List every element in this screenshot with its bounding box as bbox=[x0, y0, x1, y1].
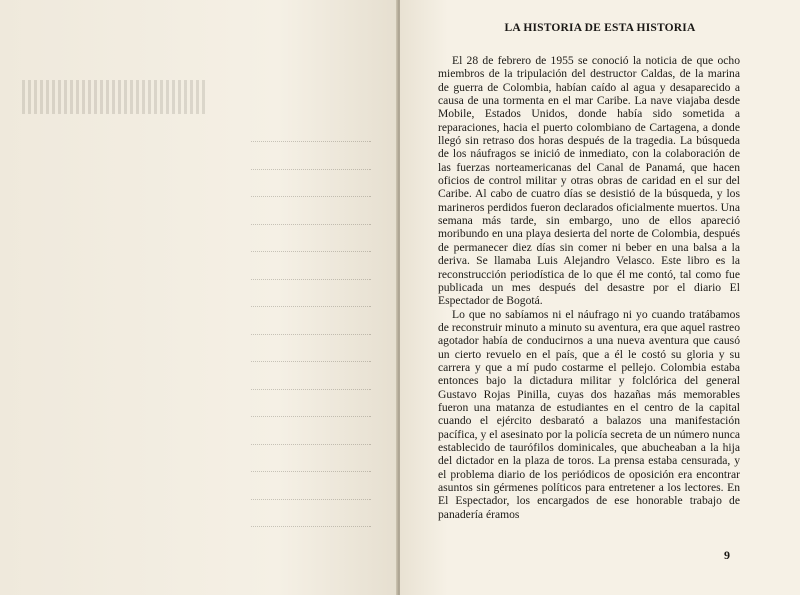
bleed-through-line bbox=[20, 154, 380, 182]
bleed-through-line bbox=[20, 429, 380, 457]
bleed-through-line bbox=[20, 456, 380, 484]
bleed-through-line bbox=[20, 511, 380, 539]
bleed-through-line bbox=[20, 401, 380, 429]
bleed-through-line bbox=[20, 484, 380, 512]
bleed-through-line bbox=[20, 181, 380, 209]
bleed-through-line bbox=[20, 126, 380, 154]
page-number: 9 bbox=[724, 548, 730, 562]
chapter-heading: LA HISTORIA DE ESTA HISTORIA bbox=[504, 22, 696, 34]
bleed-through-line bbox=[20, 236, 380, 264]
bleed-through-toc bbox=[20, 40, 380, 560]
bleed-through-line bbox=[20, 291, 380, 319]
left-page bbox=[0, 0, 398, 595]
bleed-through-line bbox=[20, 209, 380, 237]
body-text bbox=[438, 54, 740, 521]
bleed-through-line bbox=[20, 264, 380, 292]
paragraph-1: El 28 de febrero de 1955 se conoció la noticia de que ocho miembros de la tripulación del destructor Caldas, de la marina de guerra de Colombia, habían caído al agua y desaparecido a causa de una tormenta en el mar Caribe. La nave viajaba desde Mobile, Estados Unidos, donde había sido sometida a reparaciones, hacia el puerto colombiano de Cartagena, a donde llegó sin retraso dos horas después de la tragedia. La búsqueda de los náufragos se inició de inmediato, con la colaboración de las fuerzas norteamericanas del Canal de Panamá, que hacen oficios de control militar y otras obras de caridad en el sur del Caribe. Al cabo de cuatro días se desistió de la búsqueda, y los marineros perdidos fueron declarados oficialmente muertos. Una semana más tarde, sin embargo, uno de ellos apareció moribundo en una playa desierta del norte de Colombia, después de permanecer diez días sin comer ni beber en una balsa a la deriva. Se llamaba Luis Alejandro Velasco. Este libro es la reconstrucción periodística de lo que él me contó, tal como fue publicada un mes después del desastre por el diario El Espectador de Bogotá. bbox=[438, 54, 740, 308]
bleed-through-line bbox=[20, 374, 380, 402]
bleed-through-block bbox=[20, 80, 205, 114]
bleed-through-line bbox=[20, 346, 380, 374]
paragraph-2: Lo que no sabíamos ni el náufrago ni yo cuando tratábamos de reconstruir minuto a minuto su aventura, era que aquel rastreo agotador había de conducirnos a una nueva aventura que causó un cierto revuelo en el país, que a él le costó su gloria y su carrera y que a mí pudo costarme el pellejo. Colombia estaba entonces bajo la dictadura militar y folclórica del general Gustavo Rojas Pinilla, cuyas dos hazañas más memorables fueron una matanza de estudiantes en el centro de la capital cuando el ejército desbarató a balazos una manifestación pacífica, y el asesinato por la policía secreta de un número nunca establecido de taurófilos dominicales, que abucheaban a la hija del dictador en la plaza de toros. La prensa estaba censurada, y el problema diario de los periódicos de oposición era encontrar asuntos sin gérmenes políticos para entretener a los lectores. En El Espectador, los encargados de ese honorable trabajo de panadería éramos bbox=[438, 307, 740, 521]
bleed-through-line bbox=[20, 319, 380, 347]
